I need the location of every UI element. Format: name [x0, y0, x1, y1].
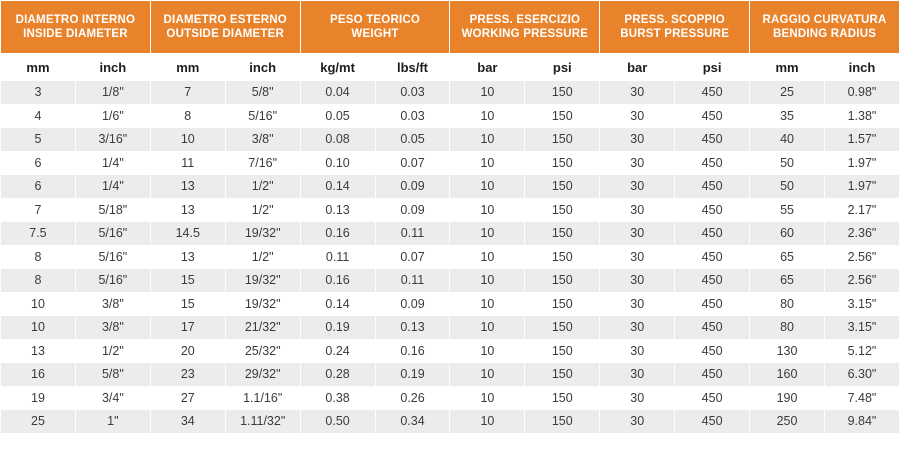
- table-cell: 25: [750, 81, 825, 105]
- table-cell: 30: [600, 222, 675, 246]
- table-cell: 1.97": [824, 175, 899, 199]
- table-cell: 450: [675, 363, 750, 387]
- unit-header-wp-bar: bar: [450, 54, 525, 81]
- table-cell: 10: [450, 410, 525, 434]
- group-header-line2: WEIGHT: [351, 28, 399, 40]
- table-cell: 50: [750, 175, 825, 199]
- table-cell: 30: [600, 104, 675, 128]
- table-cell: 1/4": [75, 175, 150, 199]
- table-cell: 7.5: [1, 222, 76, 246]
- table-row: [1, 269, 900, 293]
- group-header-row: [1, 1, 900, 54]
- table-cell: 13: [150, 198, 225, 222]
- table-cell: 5/8": [75, 363, 150, 387]
- table-cell: 30: [600, 175, 675, 199]
- table-cell: 21/32": [225, 316, 300, 340]
- table-cell: 19: [1, 386, 76, 410]
- table-cell: [1, 433, 76, 457]
- table-cell: 13: [1, 339, 76, 363]
- table-cell: 30: [600, 363, 675, 387]
- table-cell: 3.15": [824, 316, 899, 340]
- unit-header-weight-lbsft: lbs/ft: [375, 54, 450, 81]
- table-cell: [225, 433, 300, 457]
- table-cell: 10: [450, 292, 525, 316]
- table-row: [1, 363, 900, 387]
- table-cell: 10: [450, 104, 525, 128]
- table-cell: 190: [750, 386, 825, 410]
- table-cell: 10: [450, 339, 525, 363]
- table-cell: 19/32": [225, 269, 300, 293]
- table-cell: 23: [150, 363, 225, 387]
- table-cell: 34: [150, 410, 225, 434]
- table-cell: 30: [600, 151, 675, 175]
- table-cell: 150: [525, 245, 600, 269]
- table-cell: 0.14: [300, 292, 375, 316]
- table-cell: 50: [750, 151, 825, 175]
- group-header-line1: PESO TEORICO: [330, 13, 420, 26]
- table-cell: 0.09: [375, 198, 450, 222]
- group-header-line2: INSIDE DIAMETER: [23, 28, 128, 40]
- group-header-line2: WORKING PRESSURE: [461, 28, 589, 40]
- table-row: [1, 81, 900, 105]
- table-cell: 27: [150, 386, 225, 410]
- table-cell: 150: [525, 175, 600, 199]
- table-cell: [600, 433, 675, 457]
- table-cell: 450: [675, 198, 750, 222]
- table-cell: 10: [450, 316, 525, 340]
- unit-header-wp-psi: psi: [525, 54, 600, 81]
- table-cell: 450: [675, 410, 750, 434]
- group-header-working-pressure: [450, 1, 600, 54]
- table-cell: 7.48": [824, 386, 899, 410]
- table-row: [1, 316, 900, 340]
- table-cell: 29/32": [225, 363, 300, 387]
- table-cell: 7: [150, 81, 225, 105]
- table-cell: 6: [1, 175, 76, 199]
- group-header-line2: OUTSIDE DIAMETER: [166, 28, 284, 40]
- table-cell: 10: [450, 198, 525, 222]
- table-cell: 7: [1, 198, 76, 222]
- table-row: [1, 339, 900, 363]
- table-cell: 150: [525, 339, 600, 363]
- table-cell: 5.12": [824, 339, 899, 363]
- table-cell: [750, 433, 825, 457]
- table-cell: 15: [150, 292, 225, 316]
- table-cell: 20: [150, 339, 225, 363]
- table-cell: 150: [525, 292, 600, 316]
- table-cell: 5/8": [225, 81, 300, 105]
- table-cell: 0.04: [300, 81, 375, 105]
- table-cell: 0.13: [300, 198, 375, 222]
- table-cell: 150: [525, 363, 600, 387]
- table-cell: 10: [450, 81, 525, 105]
- table-cell: 30: [600, 316, 675, 340]
- table-cell: 0.34: [375, 410, 450, 434]
- table-cell: 2.17": [824, 198, 899, 222]
- table-row: [1, 151, 900, 175]
- table-cell: 80: [750, 292, 825, 316]
- table-cell: 0.16: [300, 222, 375, 246]
- table-cell: 10: [450, 175, 525, 199]
- table-header: [1, 1, 900, 81]
- table-cell: 0.98": [824, 81, 899, 105]
- table-cell: 30: [600, 292, 675, 316]
- table-cell: 0.19: [375, 363, 450, 387]
- group-header-line2: BURST PRESSURE: [620, 28, 730, 40]
- table-cell: 80: [750, 316, 825, 340]
- group-header-burst-pressure: [600, 1, 750, 54]
- table-cell: 10: [450, 363, 525, 387]
- table-cell: 5/16": [225, 104, 300, 128]
- table-cell: 30: [600, 410, 675, 434]
- table-cell: 1/2": [225, 245, 300, 269]
- table-cell: [300, 433, 375, 457]
- table-cell: 16: [1, 363, 76, 387]
- table-cell: 30: [600, 128, 675, 152]
- table-cell: 250: [750, 410, 825, 434]
- table-cell: 9.84": [824, 410, 899, 434]
- table-cell: 3/4": [75, 386, 150, 410]
- table-cell: 35: [750, 104, 825, 128]
- table-cell: 0.03: [375, 81, 450, 105]
- table-cell: 1.1/16": [225, 386, 300, 410]
- table-cell: 30: [600, 339, 675, 363]
- table-cell: 0.26: [375, 386, 450, 410]
- group-header-line1: PRESS. SCOPPIO: [624, 13, 725, 26]
- table-cell: 17: [150, 316, 225, 340]
- table-cell: 5/16": [75, 222, 150, 246]
- table-cell: 6.30": [824, 363, 899, 387]
- table-cell: 0.11: [375, 269, 450, 293]
- unit-header-weight-kgmt: kg/mt: [300, 54, 375, 81]
- table-cell: [525, 433, 600, 457]
- table-cell: 13: [150, 175, 225, 199]
- table-cell: 150: [525, 198, 600, 222]
- table-cell: 150: [525, 81, 600, 105]
- table-cell: [150, 433, 225, 457]
- table-cell: 7/16": [225, 151, 300, 175]
- table-cell: 450: [675, 104, 750, 128]
- table-cell: 450: [675, 292, 750, 316]
- group-header-line1: PRESS. ESERCIZIO: [469, 13, 581, 26]
- table-cell: 0.24: [300, 339, 375, 363]
- unit-header-od-inch: inch: [225, 54, 300, 81]
- table-cell: 2.56": [824, 269, 899, 293]
- table-cell: 3/16": [75, 128, 150, 152]
- table-row: [1, 104, 900, 128]
- table-cell: 150: [525, 269, 600, 293]
- table-cell: 150: [525, 410, 600, 434]
- table-cell: 13: [150, 245, 225, 269]
- table-cell: 1.57": [824, 128, 899, 152]
- table-cell: 1/2": [225, 198, 300, 222]
- unit-header-id-mm: mm: [1, 54, 76, 81]
- table-cell: 40: [750, 128, 825, 152]
- table-cell: 0.09: [375, 292, 450, 316]
- table-cell: 10: [450, 128, 525, 152]
- unit-header-od-mm: mm: [150, 54, 225, 81]
- table-cell: [75, 433, 150, 457]
- table-cell: 0.09: [375, 175, 450, 199]
- table-cell: 60: [750, 222, 825, 246]
- table-cell: 3/8": [75, 316, 150, 340]
- table-cell: 2.56": [824, 245, 899, 269]
- table-cell: 4: [1, 104, 76, 128]
- table-cell: 0.14: [300, 175, 375, 199]
- table-cell: 150: [525, 316, 600, 340]
- table-cell: 0.08: [300, 128, 375, 152]
- table-cell: 55: [750, 198, 825, 222]
- table-cell: 450: [675, 386, 750, 410]
- table-cell: 10: [450, 386, 525, 410]
- table-cell: 450: [675, 269, 750, 293]
- table-cell: 30: [600, 269, 675, 293]
- table-cell: 25/32": [225, 339, 300, 363]
- table-row: [1, 433, 900, 457]
- table-cell: 450: [675, 316, 750, 340]
- table-row: [1, 198, 900, 222]
- table-cell: 10: [1, 292, 76, 316]
- table-cell: 25: [1, 410, 76, 434]
- group-header-bending-radius: [750, 1, 900, 54]
- table-cell: 1": [75, 410, 150, 434]
- unit-header-row: [1, 54, 900, 81]
- group-header-line1: DIAMETRO INTERNO: [15, 13, 136, 26]
- table-cell: 0.10: [300, 151, 375, 175]
- table-cell: [824, 433, 899, 457]
- unit-header-bp-psi: psi: [675, 54, 750, 81]
- table-cell: 30: [600, 386, 675, 410]
- unit-header-br-inch: inch: [824, 54, 899, 81]
- table-cell: 5: [1, 128, 76, 152]
- table-cell: 450: [675, 339, 750, 363]
- table-cell: 0.16: [375, 339, 450, 363]
- table-cell: 8: [1, 245, 76, 269]
- table-body: [1, 81, 900, 457]
- table-cell: [450, 433, 525, 457]
- table-cell: [375, 433, 450, 457]
- table-cell: 65: [750, 245, 825, 269]
- table-cell: 450: [675, 175, 750, 199]
- group-header-weight: [300, 1, 450, 54]
- table-cell: 0.11: [300, 245, 375, 269]
- table-cell: 150: [525, 386, 600, 410]
- table-cell: 0.38: [300, 386, 375, 410]
- table-row: [1, 222, 900, 246]
- table-cell: 1/2": [225, 175, 300, 199]
- table-row: [1, 175, 900, 199]
- table-cell: 1/2": [75, 339, 150, 363]
- table-cell: 30: [600, 198, 675, 222]
- table-cell: 1/8": [75, 81, 150, 105]
- table-cell: 0.11: [375, 222, 450, 246]
- table-cell: 1.38": [824, 104, 899, 128]
- table-cell: 150: [525, 222, 600, 246]
- table-cell: 5/16": [75, 269, 150, 293]
- table-cell: 0.13: [375, 316, 450, 340]
- table-cell: 8: [1, 269, 76, 293]
- table-cell: 3/8": [75, 292, 150, 316]
- table-cell: 450: [675, 128, 750, 152]
- table-cell: 0.07: [375, 151, 450, 175]
- group-header-line1: DIAMETRO ESTERNO: [163, 13, 287, 26]
- table-cell: 19/32": [225, 222, 300, 246]
- table-cell: 10: [450, 222, 525, 246]
- table-cell: [675, 433, 750, 457]
- table-cell: 3: [1, 81, 76, 105]
- table-cell: 10: [450, 269, 525, 293]
- table-cell: 5/16": [75, 245, 150, 269]
- unit-header-id-inch: inch: [75, 54, 150, 81]
- table-cell: 10: [450, 245, 525, 269]
- table-cell: 8: [150, 104, 225, 128]
- table-cell: 0.03: [375, 104, 450, 128]
- table-cell: 0.50: [300, 410, 375, 434]
- table-cell: 0.19: [300, 316, 375, 340]
- table-cell: 130: [750, 339, 825, 363]
- table-cell: 150: [525, 151, 600, 175]
- table-cell: 0.05: [375, 128, 450, 152]
- table-row: [1, 386, 900, 410]
- table-row: [1, 128, 900, 152]
- table-cell: 30: [600, 245, 675, 269]
- table-cell: 30: [600, 81, 675, 105]
- table-cell: 6: [1, 151, 76, 175]
- table-row: [1, 410, 900, 434]
- table-cell: 450: [675, 81, 750, 105]
- table-row: [1, 292, 900, 316]
- table-cell: 5/18": [75, 198, 150, 222]
- table-cell: 65: [750, 269, 825, 293]
- table-cell: 10: [1, 316, 76, 340]
- table-cell: 15: [150, 269, 225, 293]
- table-cell: 450: [675, 151, 750, 175]
- table-cell: 0.28: [300, 363, 375, 387]
- table-cell: 160: [750, 363, 825, 387]
- group-header-outside-diameter: [150, 1, 300, 54]
- unit-header-br-mm: mm: [750, 54, 825, 81]
- table-cell: 19/32": [225, 292, 300, 316]
- table-cell: 0.05: [300, 104, 375, 128]
- group-header-inside-diameter: [1, 1, 151, 54]
- table-cell: 3/8": [225, 128, 300, 152]
- table-cell: 450: [675, 245, 750, 269]
- table-cell: 1/6": [75, 104, 150, 128]
- table-cell: 2.36": [824, 222, 899, 246]
- table-cell: 0.16: [300, 269, 375, 293]
- unit-header-bp-bar: bar: [600, 54, 675, 81]
- table-cell: 10: [150, 128, 225, 152]
- group-header-line1: RAGGIO CURVATURA: [762, 13, 887, 26]
- table-row: [1, 245, 900, 269]
- table-cell: 450: [675, 222, 750, 246]
- table-cell: 1.97": [824, 151, 899, 175]
- table-cell: 3.15": [824, 292, 899, 316]
- table-cell: 14.5: [150, 222, 225, 246]
- table-cell: 150: [525, 128, 600, 152]
- group-header-line2: BENDING RADIUS: [772, 28, 877, 40]
- table-cell: 150: [525, 104, 600, 128]
- table-cell: 10: [450, 151, 525, 175]
- table-cell: 1/4": [75, 151, 150, 175]
- table-cell: 11: [150, 151, 225, 175]
- table-cell: 0.07: [375, 245, 450, 269]
- table-cell: 1.11/32": [225, 410, 300, 434]
